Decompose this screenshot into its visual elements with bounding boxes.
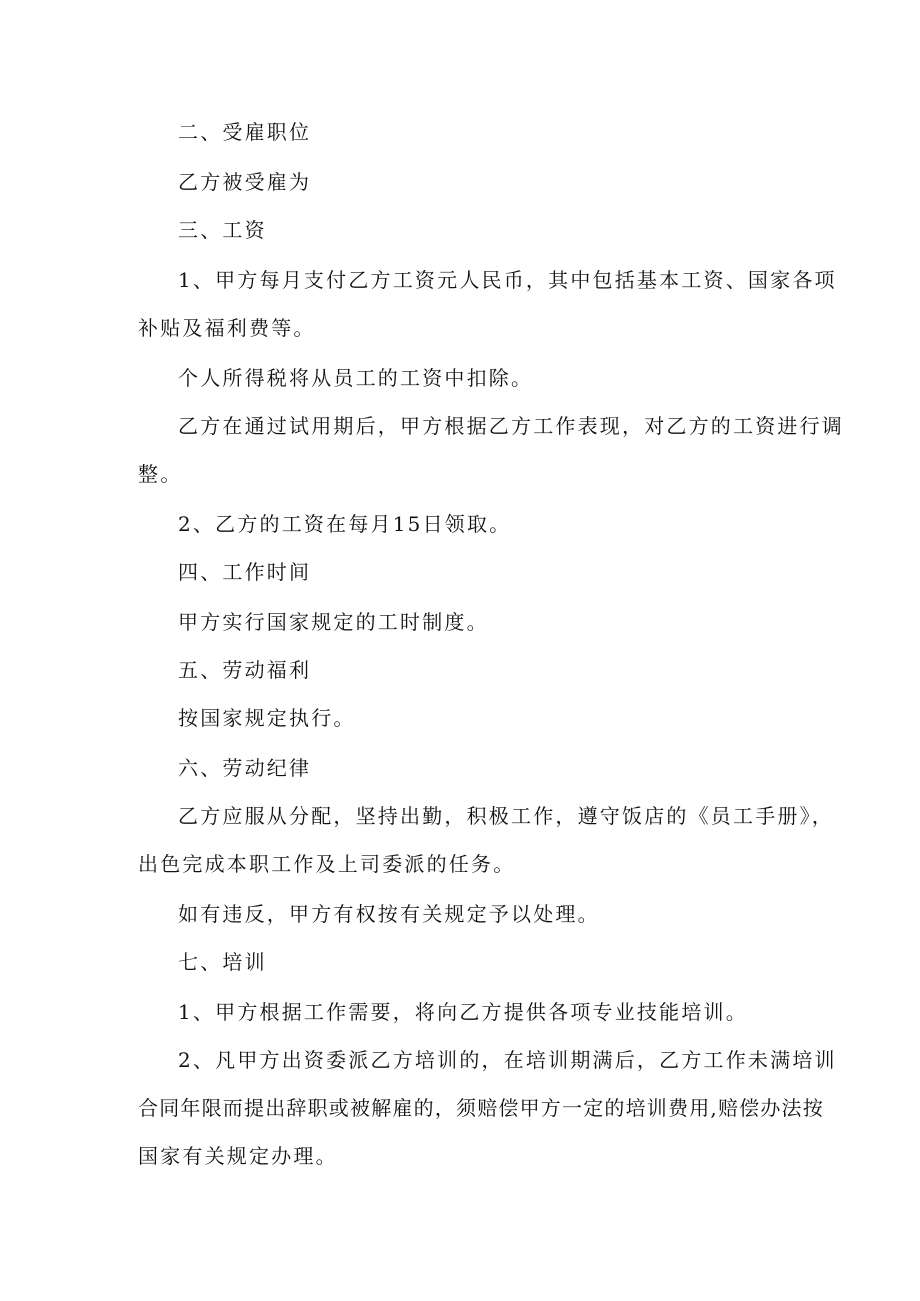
paragraph-line: 个人所得税将从员工的工资中扣除。	[178, 366, 534, 390]
paragraph-line: 国家有关规定办理。	[138, 1144, 338, 1168]
section-heading-hours: 四、工作时间	[178, 560, 312, 584]
section-heading-salary: 三、工资	[178, 218, 267, 242]
paragraph-line: 如有违反，甲方有权按有关规定予以处理。	[178, 902, 600, 926]
paragraph-line: 1、甲方根据工作需要，将向乙方提供各项专业技能培训。	[178, 1000, 748, 1024]
section-heading-position: 二、受雇职位	[178, 120, 312, 144]
paragraph-line: 1、甲方每月支付乙方工资元人民币，其中包括基本工资、国家各项	[178, 268, 837, 292]
paragraph-line: 按国家规定执行。	[178, 706, 356, 730]
section-heading-training: 七、培训	[178, 950, 267, 974]
paragraph-line: 乙方在通过试用期后，甲方根据乙方工作表现，对乙方的工资进行调	[178, 414, 844, 438]
paragraph-line: 2、乙方的工资在每月15日领取。	[178, 512, 512, 536]
section-heading-discipline: 六、劳动纪律	[178, 756, 312, 780]
paragraph-line: 补贴及福利费等。	[138, 316, 316, 340]
paragraph-line: 乙方应服从分配，坚持出勤，积极工作，遵守饭店的《员工手册》，	[178, 804, 834, 828]
paragraph-line: 2、凡甲方出资委派乙方培训的，在培训期满后，乙方工作未满培训	[178, 1048, 837, 1072]
paragraph-line: 乙方被受雇为	[178, 170, 312, 194]
section-heading-welfare: 五、劳动福利	[178, 658, 312, 682]
paragraph-line: 合同年限而提出辞职或被解雇的，须赔偿甲方一定的培训费用,赔偿办法按	[138, 1096, 824, 1120]
paragraph-line: 甲方实行国家规定的工时制度。	[178, 610, 489, 634]
paragraph-line: 出色完成本职工作及上司委派的任务。	[138, 852, 516, 876]
paragraph-line: 整。	[138, 462, 183, 486]
